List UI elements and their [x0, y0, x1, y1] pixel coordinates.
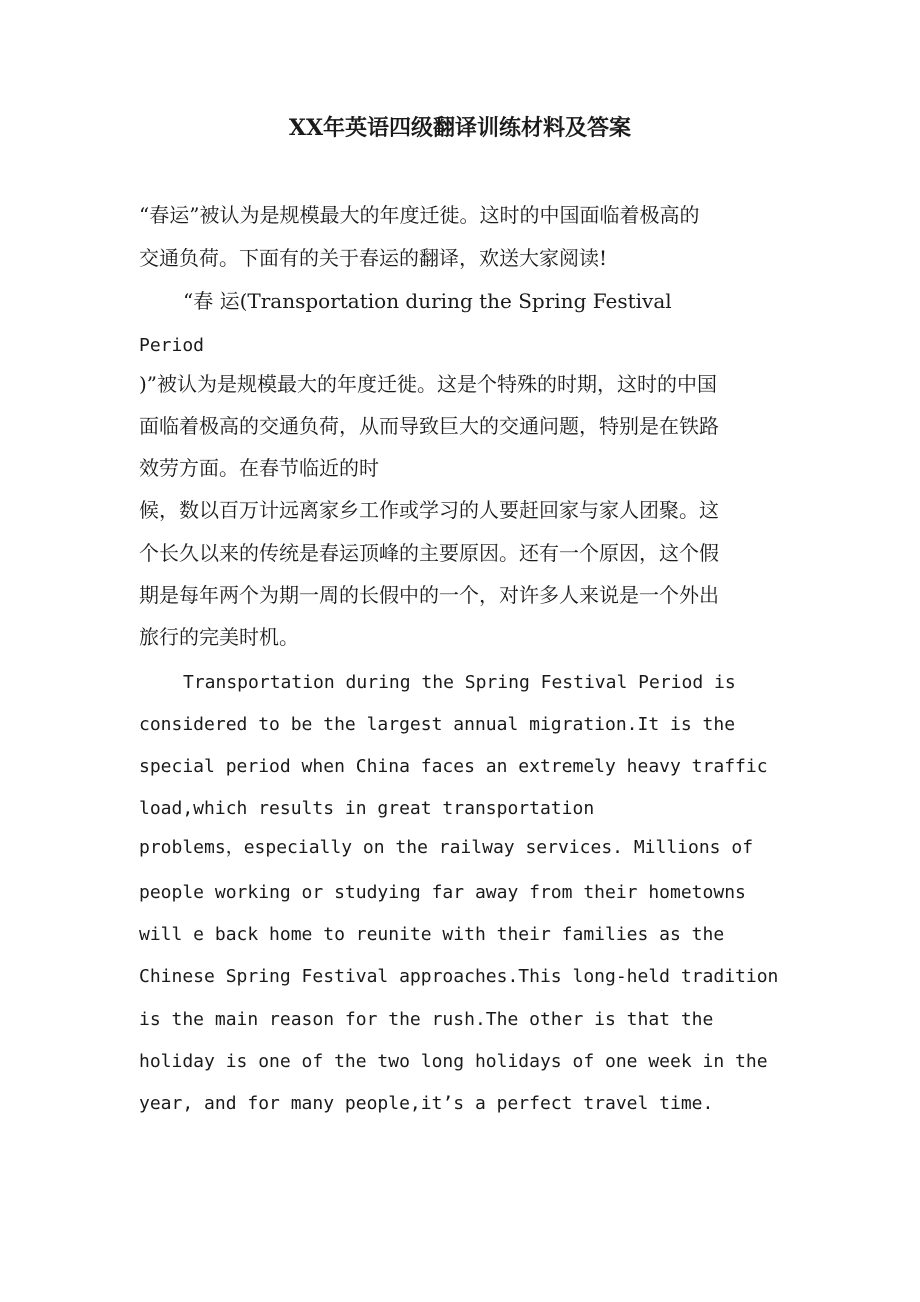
english-passage-line: Transportation during the Spring Festival Period is: [183, 672, 736, 693]
page-title: XX年英语四级翻译训练材料及答案: [288, 115, 632, 141]
chinese-passage-line: Period: [139, 335, 205, 356]
chinese-passage-line: 个长久以来的传统是春运顶峰的主要原因。还有一个原因，这个假: [139, 541, 719, 565]
english-passage-line: load,which results in great transportation: [139, 798, 595, 819]
chinese-passage-line: )”被认为是规模最大的年度迁徙。这是个特殊的时期，这时的中国: [139, 372, 718, 396]
intro-line: 交通负荷。下面有的关于春运的翻译，欢送大家阅读!: [139, 246, 608, 270]
english-passage-line: is the main reason for the rush.The other is that the: [139, 1009, 714, 1030]
english-passage-line: will e back home to reunite with their families as the: [139, 924, 725, 945]
chinese-passage-line: 期是每年两个为期一周的长假中的一个，对许多人来说是一个外出: [139, 583, 719, 607]
english-passage-line: special period when China faces an extremely heavy traffic: [139, 756, 768, 777]
english-passage-line: year, and for many people,it’s a perfect travel time.: [139, 1093, 714, 1114]
english-passage-line: problems，especially on the railway services. Millions of: [139, 837, 754, 858]
english-passage-line: people working or studying far away from their hometowns: [139, 882, 746, 903]
chinese-passage-line: 候，数以百万计远离家乡工作或学习的人要赶回家与家人团聚。这: [139, 498, 719, 522]
english-passage-line: Chinese Spring Festival approaches.This long-held tradition: [139, 966, 779, 987]
chinese-passage-line: 效劳方面。在春节临近的时: [139, 456, 379, 480]
english-passage-line: considered to be the largest annual migration.It is the: [139, 714, 736, 735]
chinese-passage-line: 面临着极高的交通负荷，从而导致巨大的交通问题，特别是在铁路: [139, 414, 719, 438]
english-passage-line: holiday is one of the two long holidays of one week in the: [139, 1051, 768, 1072]
chinese-passage-line: “春 运(Transportation during the Spring Festival: [183, 289, 672, 313]
chinese-passage-line: 旅行的完美时机。: [139, 625, 299, 649]
intro-line: “春运”被认为是规模最大的年度迁徙。这时的中国面临着极高的: [139, 203, 700, 227]
